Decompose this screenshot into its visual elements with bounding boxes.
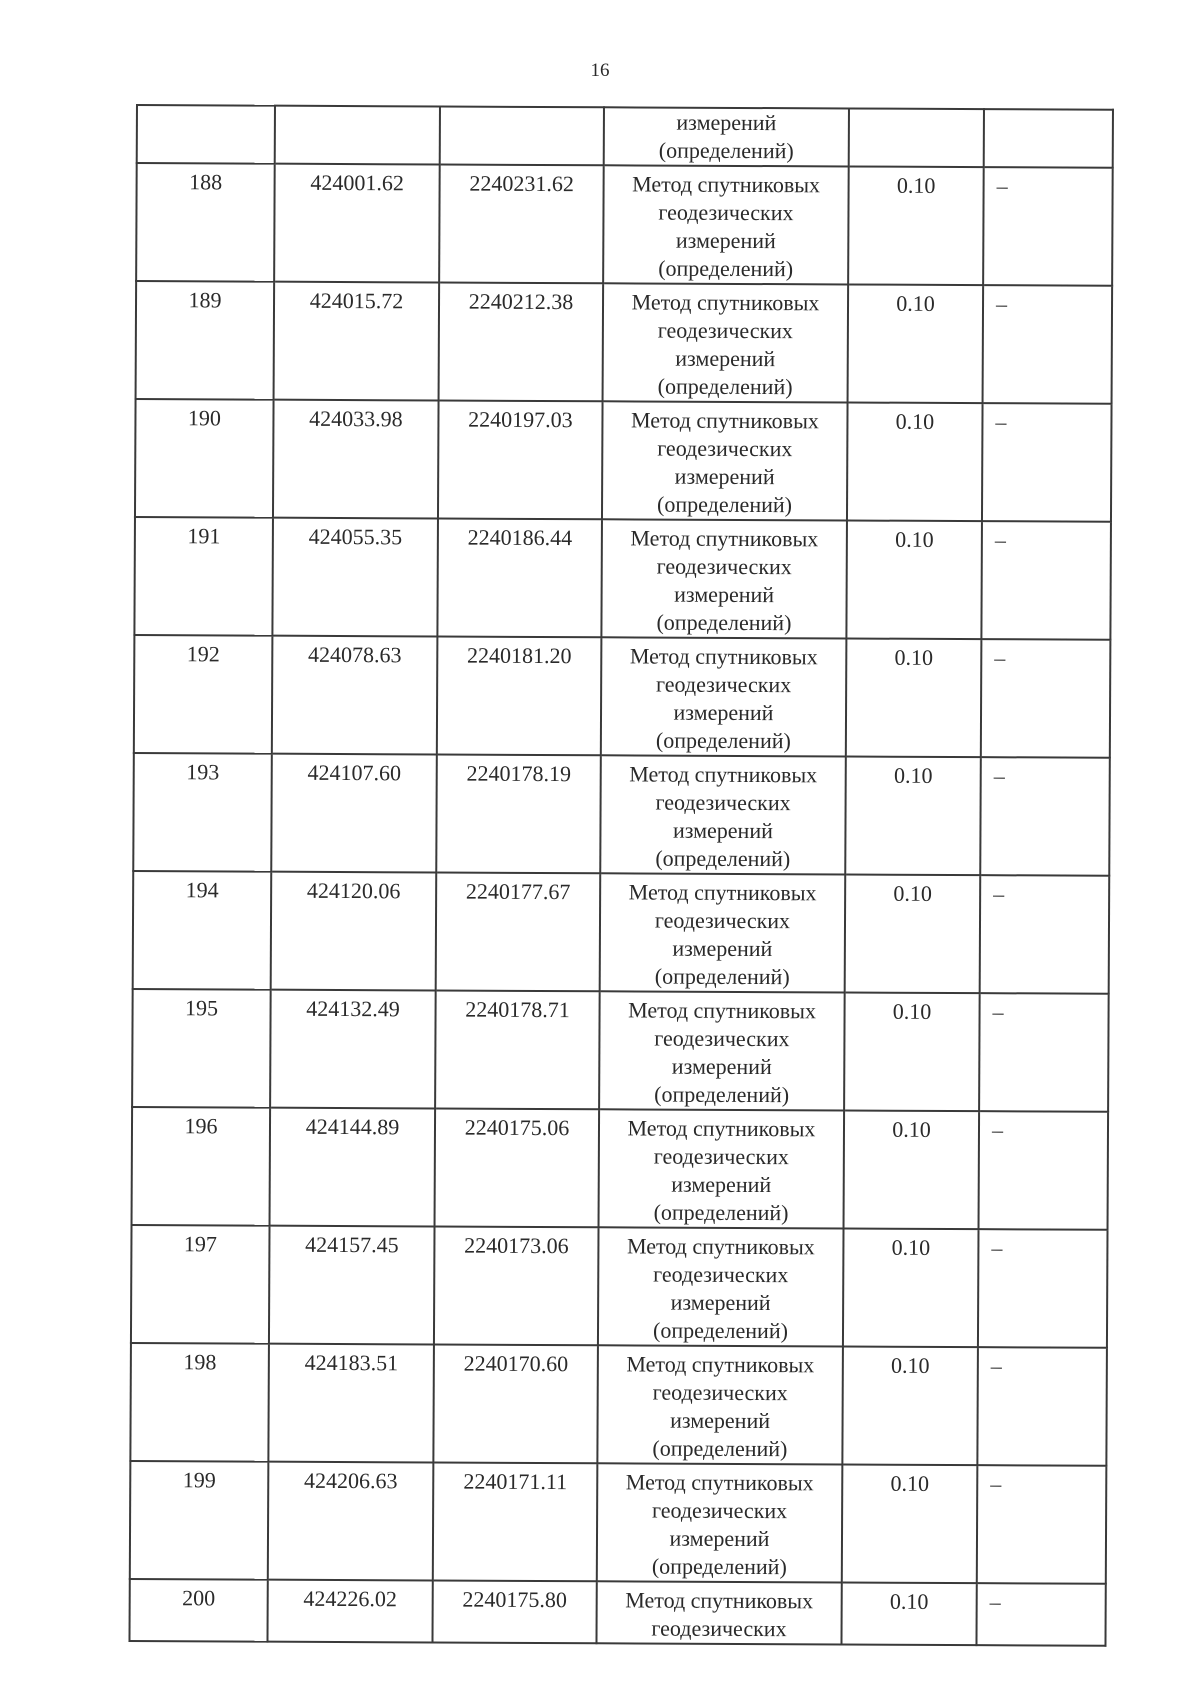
cell-y: 2240197.03	[438, 400, 603, 519]
cell-method	[596, 1581, 841, 1644]
table-row	[136, 163, 1113, 286]
cell-note: –	[983, 167, 1113, 286]
cell-x: 424001.62	[274, 164, 440, 283]
cell-num: 195	[132, 989, 271, 1108]
cell-method	[602, 401, 848, 520]
cell-note	[984, 109, 1113, 168]
method-line: измерений	[673, 699, 774, 726]
method-line: геодезических	[653, 1261, 789, 1288]
method-line: (определений)	[652, 1317, 789, 1344]
cell-method	[600, 755, 846, 874]
table-body	[129, 105, 1112, 1646]
cell-note: –	[982, 403, 1112, 522]
cell-x: 424078.63	[272, 636, 438, 755]
cell-note: –	[980, 875, 1110, 994]
page-number: 16	[590, 60, 610, 81]
method-line: (определений)	[655, 727, 791, 754]
cell-y: 2240175.80	[432, 1580, 596, 1643]
cell-x: 424144.89	[270, 1108, 436, 1227]
method-line: Метод спутниковых	[628, 997, 817, 1024]
cell-num: 198	[130, 1343, 269, 1462]
method-line: измерений	[674, 463, 775, 490]
method-line: геодезических	[657, 317, 794, 344]
method-line: Метод спутниковых	[630, 525, 819, 552]
cell-accuracy	[849, 108, 984, 167]
cell-method	[599, 991, 845, 1110]
cell-num: 193	[133, 753, 272, 872]
cell-method	[601, 519, 847, 638]
method-line: (определений)	[652, 1435, 788, 1462]
cell-note: –	[980, 757, 1110, 876]
method-line: измерений	[669, 1525, 770, 1552]
cell-y: 2240175.06	[435, 1108, 600, 1227]
method-line: измерений	[671, 1171, 772, 1198]
table-row	[134, 517, 1111, 640]
method-line: Метод спутниковых	[627, 1115, 816, 1142]
cell-note: –	[983, 285, 1113, 404]
table-row	[133, 871, 1110, 994]
method-line: геодезических	[657, 435, 793, 462]
cell-y: 2240178.71	[435, 990, 600, 1109]
cell-num	[137, 105, 275, 164]
method-line: геодезических	[654, 1025, 790, 1052]
cell-accuracy: 0.10	[845, 756, 981, 875]
continuation-row	[137, 105, 1113, 168]
cell-y: 2240173.06	[434, 1226, 599, 1345]
cell-accuracy: 0.10	[844, 992, 980, 1111]
method-line: геодезических	[656, 553, 792, 580]
cell-y: 2240231.62	[439, 164, 604, 283]
cell-y: 2240171.11	[433, 1462, 598, 1581]
table-row	[136, 281, 1113, 404]
cell-y: 2240170.60	[433, 1344, 598, 1463]
method-line: измерений	[672, 817, 773, 844]
cell-num: 199	[130, 1461, 269, 1580]
cell-x: 424033.98	[273, 400, 439, 519]
cell-method	[604, 107, 849, 166]
method-line: (определений)	[651, 1553, 787, 1580]
cell-accuracy: 0.10	[842, 1464, 978, 1583]
method-line: измерений	[670, 1289, 771, 1316]
table-row	[134, 635, 1111, 758]
method-line: (определений)	[658, 137, 794, 164]
cell-method	[603, 283, 849, 402]
method-line: геодезических	[653, 1143, 790, 1170]
table-row	[130, 1343, 1107, 1466]
table-row	[131, 1225, 1108, 1348]
cell-x: 424132.49	[270, 990, 436, 1109]
method-line: Метод спутниковых	[625, 1587, 814, 1614]
table-row	[132, 1107, 1109, 1230]
method-line: (определений)	[658, 255, 794, 282]
method-line: Метод спутниковых	[630, 407, 819, 434]
cell-num: 200	[129, 1579, 267, 1642]
method-line: измерений	[675, 345, 776, 372]
table-row	[135, 399, 1112, 522]
cell-accuracy: 0.10	[846, 520, 982, 639]
cell-y: 2240178.19	[436, 754, 601, 873]
cell-accuracy: 0.10	[841, 1582, 976, 1645]
cell-note: –	[977, 1465, 1107, 1584]
cell-method	[600, 873, 846, 992]
cell-method	[601, 637, 847, 756]
cell-note: –	[981, 521, 1111, 640]
cell-x: 424107.60	[271, 754, 437, 873]
method-line: (определений)	[654, 1081, 790, 1108]
cell-accuracy: 0.10	[842, 1346, 978, 1465]
cell-accuracy: 0.10	[848, 166, 984, 285]
table-row	[129, 1579, 1105, 1646]
cell-accuracy: 0.10	[847, 402, 983, 521]
cell-num: 190	[135, 399, 274, 518]
method-line: геодезических	[651, 1497, 788, 1524]
cell-accuracy: 0.10	[848, 284, 984, 403]
cell-method	[598, 1227, 844, 1346]
cell-num: 188	[136, 163, 275, 282]
cell-accuracy: 0.10	[846, 638, 982, 757]
cell-note: –	[978, 1229, 1108, 1348]
method-line: Метод спутниковых	[629, 761, 818, 788]
cell-accuracy: 0.10	[843, 1228, 979, 1347]
method-line: измерений	[672, 935, 773, 962]
cell-accuracy: 0.10	[845, 874, 981, 993]
cell-accuracy: 0.10	[844, 1110, 980, 1229]
cell-x: 424015.72	[274, 282, 440, 401]
cell-y: 2240181.20	[437, 636, 602, 755]
method-line: Метод спутниковых	[632, 171, 821, 198]
method-line: геодезических	[654, 907, 791, 934]
method-line: геодезических	[656, 671, 792, 698]
method-line: измерений	[675, 227, 776, 254]
cell-method	[599, 1109, 845, 1228]
method-line: Метод спутниковых	[631, 289, 820, 316]
cell-method	[597, 1345, 843, 1464]
cell-x: 424055.35	[272, 518, 438, 637]
cell-x: 424206.63	[268, 1462, 434, 1581]
cell-note: –	[979, 993, 1109, 1112]
cell-x: 424226.02	[267, 1580, 432, 1643]
cell-note: –	[976, 1583, 1105, 1646]
cell-note: –	[981, 639, 1111, 758]
method-line: геодезических	[651, 1615, 787, 1642]
method-line: Метод спутниковых	[625, 1469, 814, 1496]
cell-num: 189	[136, 281, 275, 400]
cell-num: 194	[133, 871, 272, 990]
table-row	[130, 1461, 1107, 1584]
cell-y: 2240212.38	[439, 282, 604, 401]
table-row	[133, 753, 1110, 876]
method-line: измерений	[671, 1053, 772, 1080]
cell-num: 192	[134, 635, 273, 754]
method-line: геодезических	[658, 199, 794, 226]
method-line: измерений	[670, 1407, 771, 1434]
method-line: (определений)	[655, 845, 791, 872]
cell-y	[440, 106, 604, 165]
cell-num: 191	[134, 517, 273, 636]
cell-x: 424183.51	[268, 1344, 434, 1463]
method-line: измерений	[674, 581, 775, 608]
method-line: (определений)	[656, 609, 792, 636]
cell-note: –	[979, 1111, 1109, 1230]
method-line: Метод спутниковых	[628, 879, 817, 906]
method-line: геодезических	[652, 1379, 788, 1406]
method-line: измерений	[676, 109, 777, 136]
cell-num: 197	[131, 1225, 270, 1344]
cell-method	[597, 1463, 843, 1582]
method-line: геодезических	[655, 789, 791, 816]
method-line: (определений)	[654, 963, 790, 990]
cell-y: 2240186.44	[437, 518, 602, 637]
cell-x: 424120.06	[271, 872, 437, 991]
method-line: Метод спутниковых	[626, 1351, 815, 1378]
cell-y: 2240177.67	[436, 872, 601, 991]
method-line: Метод спутниковых	[629, 643, 818, 670]
coordinates-table	[128, 104, 1114, 1647]
table-row	[132, 989, 1109, 1112]
method-line: (определений)	[657, 491, 793, 518]
method-line: (определений)	[653, 1199, 789, 1226]
method-line: Метод спутниковых	[626, 1233, 815, 1260]
cell-note: –	[977, 1347, 1107, 1466]
method-line: (определений)	[657, 373, 793, 400]
cell-method	[603, 165, 849, 284]
cell-x	[275, 106, 440, 165]
cell-num: 196	[132, 1107, 271, 1226]
cell-x: 424157.45	[269, 1226, 435, 1345]
